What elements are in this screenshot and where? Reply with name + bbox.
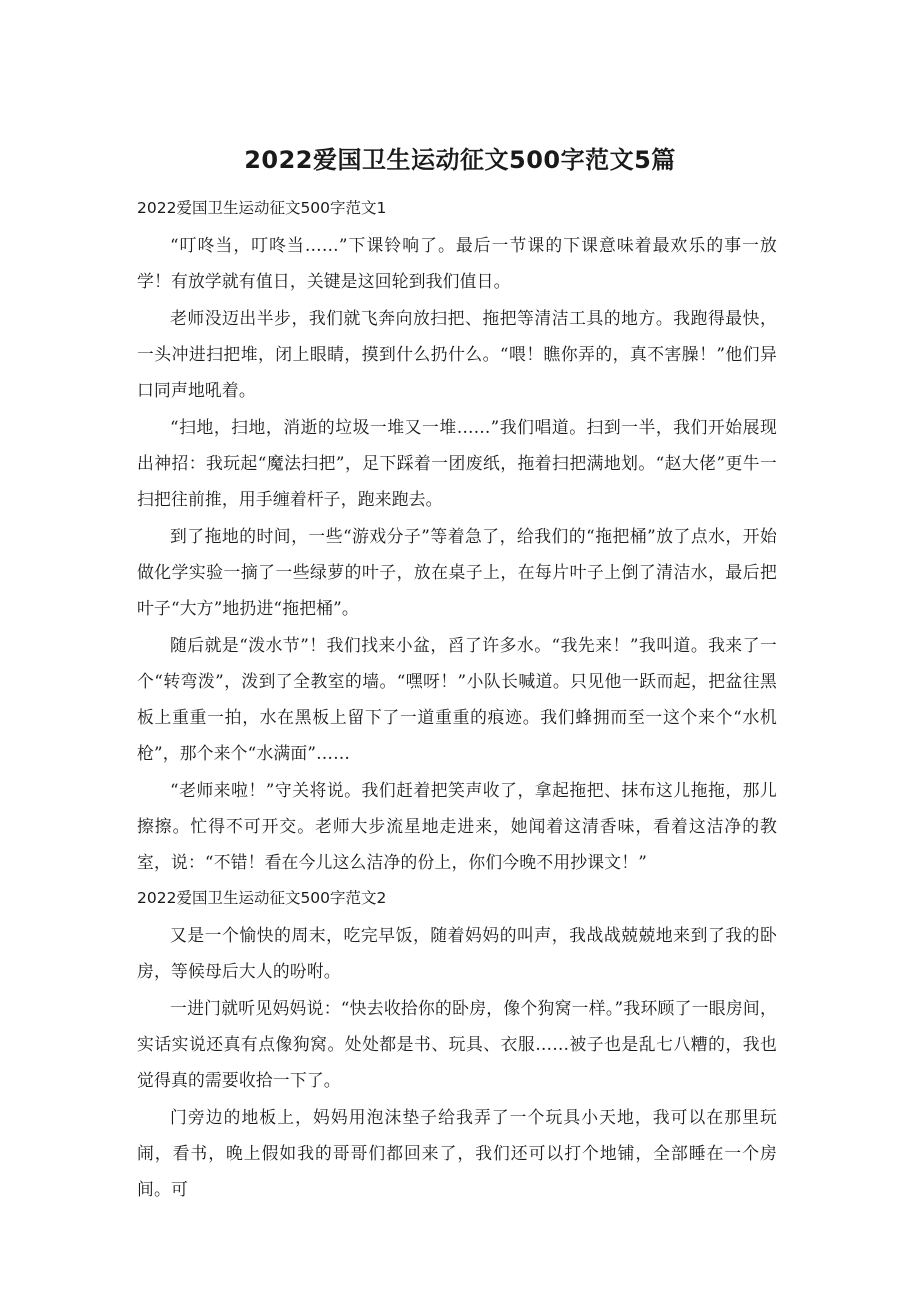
paragraph: “叮咚当，叮咚当……”下课铃响了。最后一节课的下课意味着最欢乐的事一放学！有放学就有值日，关键是这回轮到我们值日。 [137,235,777,291]
section-heading: 2022爱国卫生运动征文500字范文1 [137,199,387,217]
paragraph: 又是一个愉快的周末，吃完早饭，随着妈妈的叫声，我战战兢兢地来到了我的卧房，等候母后大人的吩咐。 [137,925,777,981]
document-body [137,194,777,1208]
paragraph: 一进门就听见妈妈说：“快去收拾你的卧房，像个狗窝一样。”我环顾了一眼房间，实话实说还真有点像狗窝。处处都是书、玩具、衣服……被子也是乱七八糟的，我也觉得真的需要收拾一下了。 [137,998,777,1090]
paragraph: 随后就是“泼水节”！我们找来小盆，舀了许多水。“我先来！”我叫道。我来了一个“转弯泼”，泼到了全教室的墙。“嘿呀！”小队长喊道。只见他一跃而起，把盆往黑板上重重一拍，水在黑板上留下了一道重重的痕迹。我们蜂拥而至一这个来个“水机枪”，那个来个“水满面”…… [137,635,777,763]
section-heading: 2022爱国卫生运动征文500字范文2 [137,889,387,907]
paragraph: “扫地，扫地，消逝的垃圾一堆又一堆……”我们唱道。扫到一半，我们开始展现出神招：我玩起“魔法扫把”，足下踩着一团废纸，拖着扫把满地划。“赵大佬”更牛一扫把往前推，用手缠着杆子，跑来跑去。 [137,417,777,509]
paragraph: 老师没迈出半步，我们就飞奔向放扫把、拖把等清洁工具的地方。我跑得最快，一头冲进扫把堆，闭上眼睛，摸到什么扔什么。“喂！瞧你弄的，真不害臊！”他们异口同声地吼着。 [137,308,777,400]
section-1 [137,194,777,880]
document-title: 2022爱国卫生运动征文500字范文5篇 [244,146,676,174]
paragraph: 到了拖地的时间，一些“游戏分子”等着急了，给我们的“拖把桶”放了点水，开始做化学实验一摘了一些绿萝的叶子，放在桌子上，在每片叶子上倒了清洁水，最后把叶子“大方”地扔进“拖把桶”。 [137,526,777,618]
paragraph: “老师来啦！”守关将说。我们赶着把笑声收了，拿起拖把、抹布这儿拖拖，那儿擦擦。忙得不可开交。老师大步流星地走进来，她闻着这清香味，看着这洁净的教室，说：“不错！看在今儿这么洁净的份上，你们今晚不用抄课文！” [137,780,777,872]
paragraph: 门旁边的地板上，妈妈用泡沫垫子给我弄了一个玩具小天地，我可以在那里玩闹，看书，晚上假如我的哥哥们都回来了，我们还可以打个地铺，全部睡在一个房间。可 [137,1107,777,1199]
section-2 [137,884,777,1207]
